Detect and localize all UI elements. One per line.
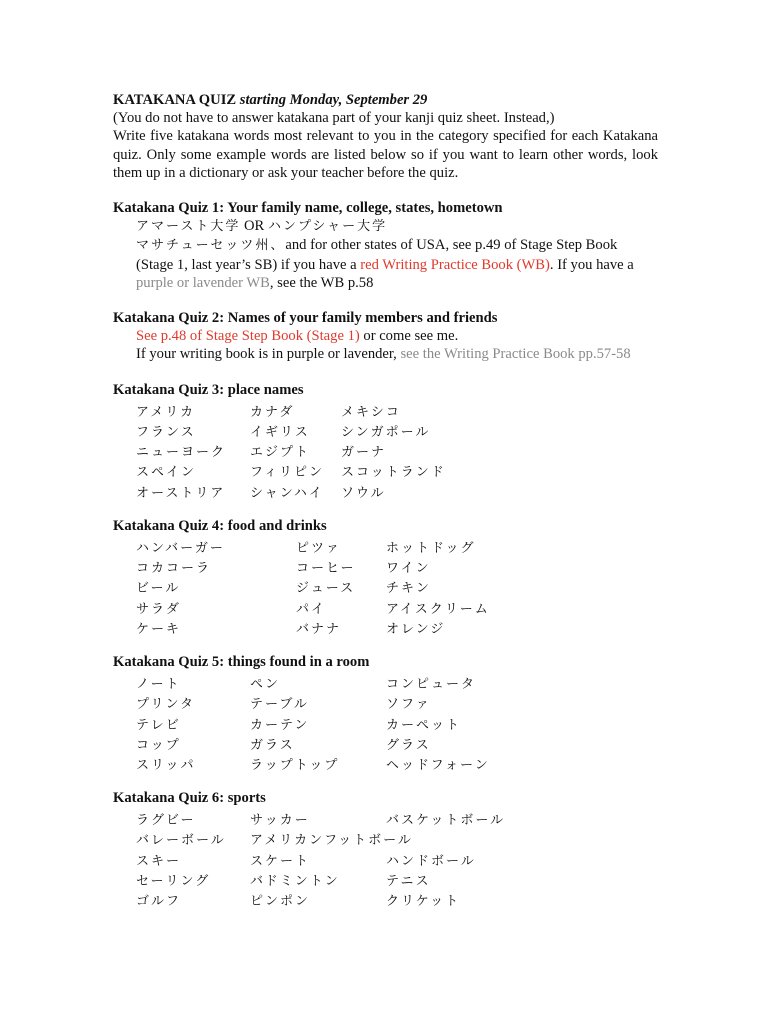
word-row bbox=[136, 827, 658, 847]
quiz2-line1 bbox=[113, 327, 658, 345]
word: ソウル bbox=[341, 485, 386, 501]
word: バドミントン bbox=[250, 873, 340, 889]
quiz1-hampshire: ハンプシャー大学 bbox=[267, 219, 388, 235]
quiz3-word-grid bbox=[113, 399, 658, 500]
word: グラス bbox=[386, 737, 431, 753]
word: カナダ bbox=[250, 404, 295, 420]
word-row bbox=[136, 535, 658, 555]
word-row bbox=[136, 480, 658, 500]
word: ビール bbox=[136, 581, 181, 597]
word: テーブル bbox=[250, 697, 309, 713]
word: バナナ bbox=[296, 621, 342, 637]
quiz3-heading: Katakana Quiz 3: place names bbox=[113, 381, 304, 398]
quiz1-red-wb: red Writing Practice Book (WB) bbox=[360, 256, 550, 273]
quiz1-line3 bbox=[113, 256, 658, 274]
quiz4-section bbox=[113, 517, 658, 636]
quiz4-word-grid bbox=[113, 535, 658, 636]
quiz2-section bbox=[113, 309, 658, 364]
title-line bbox=[113, 91, 658, 109]
quiz1-line3-b: . If you have a bbox=[549, 256, 634, 273]
word-row bbox=[136, 596, 658, 616]
word: サッカー bbox=[250, 813, 310, 829]
quiz1-purple-wb: purple or lavender WB bbox=[136, 274, 270, 291]
word: ヘッドフォーン bbox=[386, 757, 490, 773]
word-row bbox=[136, 459, 658, 479]
word: アイスクリーム bbox=[386, 601, 490, 617]
word: メキシコ bbox=[341, 404, 401, 420]
quiz1-heading: Katakana Quiz 1: Your family name, college, states, hometown bbox=[113, 200, 503, 217]
word: ノート bbox=[136, 677, 181, 693]
word: スリッパ bbox=[136, 757, 196, 773]
word: テレビ bbox=[136, 717, 181, 733]
quiz2-line2-a: If your writing book is in purple or lavender, bbox=[136, 346, 401, 363]
quiz2-heading: Katakana Quiz 2: Names of your family members and friends bbox=[113, 310, 498, 327]
quiz6-heading: Katakana Quiz 6: sports bbox=[113, 790, 266, 807]
word-row bbox=[136, 439, 658, 459]
word-row bbox=[136, 868, 658, 888]
word: プリンタ bbox=[136, 697, 195, 713]
word-row bbox=[136, 691, 658, 711]
word: シンガポール bbox=[341, 425, 431, 441]
word: コーヒー bbox=[296, 561, 356, 577]
word: ハンドボール bbox=[386, 853, 476, 869]
quiz3-section bbox=[113, 381, 658, 500]
word: ラップトップ bbox=[250, 757, 340, 773]
word: アメリカ bbox=[136, 404, 196, 420]
word: ソファ bbox=[386, 697, 431, 713]
word: オーストリア bbox=[136, 485, 226, 501]
word: ホットドッグ bbox=[386, 540, 476, 556]
word-row bbox=[136, 848, 658, 868]
quiz1-line4 bbox=[113, 274, 658, 292]
word: バレーボール bbox=[136, 833, 226, 849]
word: アメリカンフットボール bbox=[250, 833, 413, 849]
instruction-note: (You do not have to answer katakana part of your kanji quiz sheet. Instead,) bbox=[113, 110, 555, 127]
word: スキー bbox=[136, 853, 182, 869]
word-row bbox=[136, 616, 658, 636]
quiz6-word-grid bbox=[113, 807, 658, 908]
quiz2-line1-b: or come see me. bbox=[359, 328, 459, 345]
doc-title: KATAKANA QUIZ bbox=[113, 92, 237, 108]
quiz1-line2-text: and for other states of USA, see p.49 of Stage Step Book bbox=[285, 237, 618, 254]
word: コカコーラ bbox=[136, 561, 212, 577]
quiz5-section bbox=[113, 653, 658, 772]
word: ワイン bbox=[386, 561, 431, 577]
word: カーペット bbox=[386, 717, 462, 733]
word-row bbox=[136, 671, 658, 691]
quiz1-or: OR bbox=[240, 218, 268, 235]
word: ガラス bbox=[250, 737, 295, 753]
word: ピツァ bbox=[296, 540, 341, 556]
word: チキン bbox=[386, 581, 431, 597]
word-row bbox=[136, 399, 658, 419]
word: ガーナ bbox=[341, 445, 387, 461]
word: カーテン bbox=[250, 717, 310, 733]
word-row bbox=[136, 888, 658, 908]
quiz6-section bbox=[113, 789, 658, 908]
word: ラグビー bbox=[136, 813, 196, 829]
word-row bbox=[136, 732, 658, 752]
word: スケート bbox=[250, 853, 311, 869]
word-row bbox=[136, 712, 658, 732]
quiz1-line2 bbox=[113, 236, 658, 255]
word-row bbox=[136, 419, 658, 439]
word: スペイン bbox=[136, 465, 197, 481]
quiz1-amherst: アマースト大学 bbox=[136, 219, 241, 235]
quiz2-red-ref: See p.48 of Stage Step Book (Stage 1) bbox=[136, 328, 360, 345]
word: セーリング bbox=[136, 873, 211, 889]
quiz1-line3-a: (Stage 1, last year’s SB) if you have a bbox=[136, 256, 361, 273]
word: ゴルフ bbox=[136, 894, 182, 910]
quiz1-line1 bbox=[113, 217, 658, 236]
word: ピンポン bbox=[250, 894, 311, 910]
word: パイ bbox=[296, 601, 327, 617]
word: オレンジ bbox=[386, 621, 446, 637]
word: ケーキ bbox=[136, 621, 182, 637]
quiz-document bbox=[113, 91, 658, 908]
quiz5-word-grid bbox=[113, 671, 658, 772]
word: スコットランド bbox=[341, 465, 446, 481]
doc-title-date: starting Monday, September 29 bbox=[239, 92, 428, 108]
word: コンピュータ bbox=[386, 677, 477, 693]
word: フィリピン bbox=[250, 465, 324, 481]
word-row bbox=[136, 807, 658, 827]
word: ペン bbox=[250, 677, 281, 693]
quiz1-section bbox=[113, 199, 658, 292]
instruction-paragraph: Write five katakana words most relevant to you in the category specified for each Katakana quiz. Only some example words are listed below so if you want to learn other words, look them up in a dictionary or ask your teacher before the quiz. bbox=[113, 128, 658, 181]
word: バスケットボール bbox=[386, 813, 506, 829]
quiz1-line4-b: , see the WB p.58 bbox=[269, 274, 374, 291]
word-row bbox=[136, 555, 658, 575]
word: クリケット bbox=[386, 894, 461, 910]
quiz4-heading: Katakana Quiz 4: food and drinks bbox=[113, 517, 327, 534]
quiz5-heading: Katakana Quiz 5: things found in a room bbox=[113, 653, 370, 670]
quiz2-gray-ref: see the Writing Practice Book pp.57-58 bbox=[400, 346, 631, 363]
word: テニス bbox=[386, 873, 431, 889]
word-row bbox=[136, 575, 658, 595]
quiz2-line2 bbox=[113, 345, 658, 363]
word: サラダ bbox=[136, 601, 181, 617]
word: ハンバーガー bbox=[136, 540, 225, 556]
word: イギリス bbox=[250, 425, 310, 441]
word: ニューヨーク bbox=[136, 445, 227, 461]
word: エジプト bbox=[250, 445, 311, 461]
quiz1-massachusetts: マサチューセッツ州、 bbox=[136, 238, 286, 254]
word: コップ bbox=[136, 737, 181, 753]
word-row bbox=[136, 752, 658, 772]
word: シャンハイ bbox=[250, 485, 324, 501]
word: ジュース bbox=[296, 581, 356, 597]
word: フランス bbox=[136, 425, 196, 441]
